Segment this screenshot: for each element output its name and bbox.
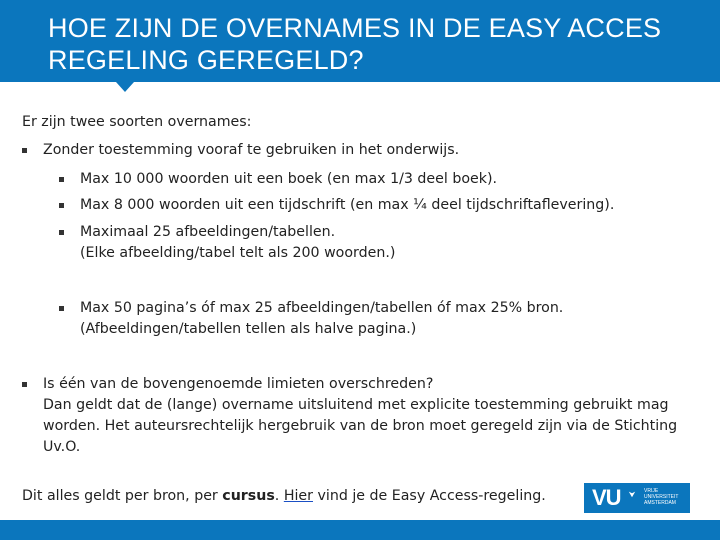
footer-text: Dit alles geldt per bron, per cursus. Hier vind je de Easy Access-regeling. — [22, 488, 546, 504]
title-notch — [116, 82, 134, 92]
bullet-item: Zonder toestemming vooraf te gebruiken in het onderwijs. — [43, 140, 459, 161]
griffin-icon — [628, 490, 636, 498]
bottom-bar — [0, 520, 720, 540]
bullet-icon — [59, 306, 64, 311]
slide-title: HOE ZIJN DE OVERNAMES IN DE EASY ACCES REGELING GEREGELD? — [48, 13, 662, 75]
bullet-icon — [22, 148, 27, 153]
vu-logo: VU VRIJE UNIVERSITEIT AMSTERDAM — [584, 483, 690, 513]
sub-bullet-item: Max 8 000 woorden uit een tijdschrift (en max ¼ deel tijdschriftaflevering). — [80, 195, 614, 216]
bullet-item: Is één van de bovengenoemde limieten overschreden? Dan geldt dat de (lange) overname uitsluitend met explicite toestemming gebruikt mag worden. Het auteursrechtelijk hergebruik van de bron moet geregeld zijn via de Stichting Uv.O. — [43, 374, 677, 458]
sub-bullet-item: Max 50 pagina’s óf max 25 afbeeldingen/tabellen óf max 25% bron. (Afbeeldingen/tabellen tellen als halve pagina.) — [80, 298, 563, 340]
bullet-icon — [59, 203, 64, 208]
sub-bullet-item: Maximaal 25 afbeeldingen/tabellen. (Elke afbeelding/tabel telt als 200 woorden.) — [80, 222, 395, 264]
bold-word: cursus — [222, 488, 275, 504]
logo-wordmark: VRIJE UNIVERSITEIT AMSTERDAM — [644, 488, 679, 506]
bullet-icon — [22, 382, 27, 387]
bullet-icon — [59, 177, 64, 182]
sub-bullet-item: Max 10 000 woorden uit een boek (en max 1/3 deel boek). — [80, 169, 497, 190]
bullet-icon — [59, 230, 64, 235]
easy-access-link[interactable]: Hier — [283, 488, 313, 504]
title-bar — [0, 0, 720, 82]
intro-text: Er zijn twee soorten overnames: — [22, 114, 252, 130]
